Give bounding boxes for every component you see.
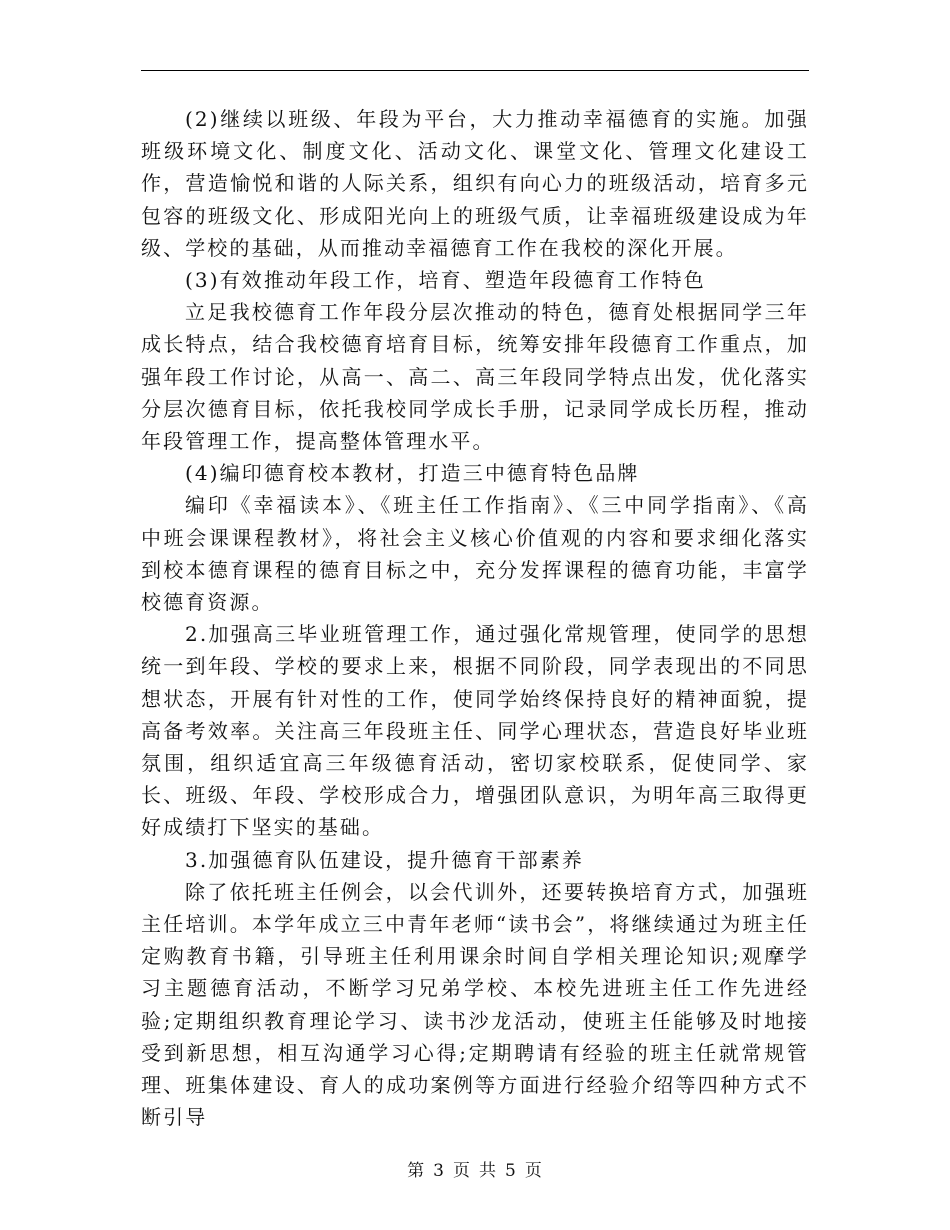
- footer-mid: 页: [453, 1161, 471, 1181]
- footer-total-label: 共: [479, 1161, 497, 1181]
- document-body: [141, 103, 809, 1134]
- footer-suffix: 页: [524, 1161, 543, 1181]
- page-footer: [0, 1156, 950, 1181]
- paragraph-school-textbook: 编印《幸福读本》、《班主任工作指南》、《三中同学指南》、《高中班会课课程教材》，将社会主义核心价值观的内容和要求细化落实到校本德育课程的德育目标之中，充分发挥课程的德育功能，丰富学校德育资源。: [141, 493, 809, 615]
- paragraph-senior-class-management: 2.加强高三毕业班管理工作，通过强化常规管理，使同学的思想统一到年段、学校的要求上来，根据不同阶段，同学表现出的不同思想状态，开展有针对性的工作，使同学始终保持良好的精神面貌，提高备考效率。关注高三年段班主任、同学心理状态，营造良好毕业班氛围，组织适宜高三年级德育活动，密切家校联系，促使同学、家长、班级、年段、学校形成合力，增强团队意识，为明年高三取得更好成绩打下坚实的基础。: [141, 622, 809, 840]
- heading-team-building: 3.加强德育队伍建设，提升德育干部素养: [185, 847, 584, 872]
- heading-school-textbook: (4)编印德育校本教材，打造三中德育特色品牌: [185, 461, 640, 486]
- paragraph-grade-work: 立足我校德育工作年段分层次推动的特色，德育处根据同学三年成长特点，结合我校德育培育目标，统筹安排年段德育工作重点，加强年段工作讨论，从高一、高二、高三年段同学特点出发，优化落实分层次德育目标，依托我校同学成长手册，记录同学成长历程，推动年段管理工作，提高整体管理水平。: [141, 300, 809, 454]
- footer-total-pages: 5: [505, 1161, 517, 1181]
- paragraph-team-building: 除了依托班主任例会，以会代训外，还要转换培育方式，加强班主任培训。本学年成立三中青年老师“读书会”，将继续通过为班主任定购教育书籍，引导班主任利用课余时间自学相关理论知识;观摩学习主题德育活动，不断学习兄弟学校、本校先进班主任工作先进经验;定期组织教育理论学习、读书沙龙活动，使班主任能够及时地接受到新思想，相互沟通学习心得;定期聘请有经验的班主任就常规管理、班集体建设、育人的成功案例等方面进行经验介绍等四种方式不断引导: [141, 879, 809, 1130]
- footer-prefix: 第: [407, 1161, 426, 1181]
- footer-current-page: 3: [433, 1161, 445, 1181]
- paragraph-class-culture: (2)继续以班级、年段为平台，大力推动幸福德育的实施。加强班级环境文化、制度文化、活动文化、课堂文化、管理文化建设工作，营造愉悦和谐的人际关系，组织有向心力的班级活动，培育多元包容的班级文化、形成阳光向上的班级气质，让幸福班级建设成为年级、学校的基础，从而推动幸福德育工作在我校的深化开展。: [141, 107, 809, 260]
- heading-grade-work: (3)有效推动年段工作，培育、塑造年段德育工作特色: [185, 268, 706, 293]
- header-rule: [141, 70, 809, 71]
